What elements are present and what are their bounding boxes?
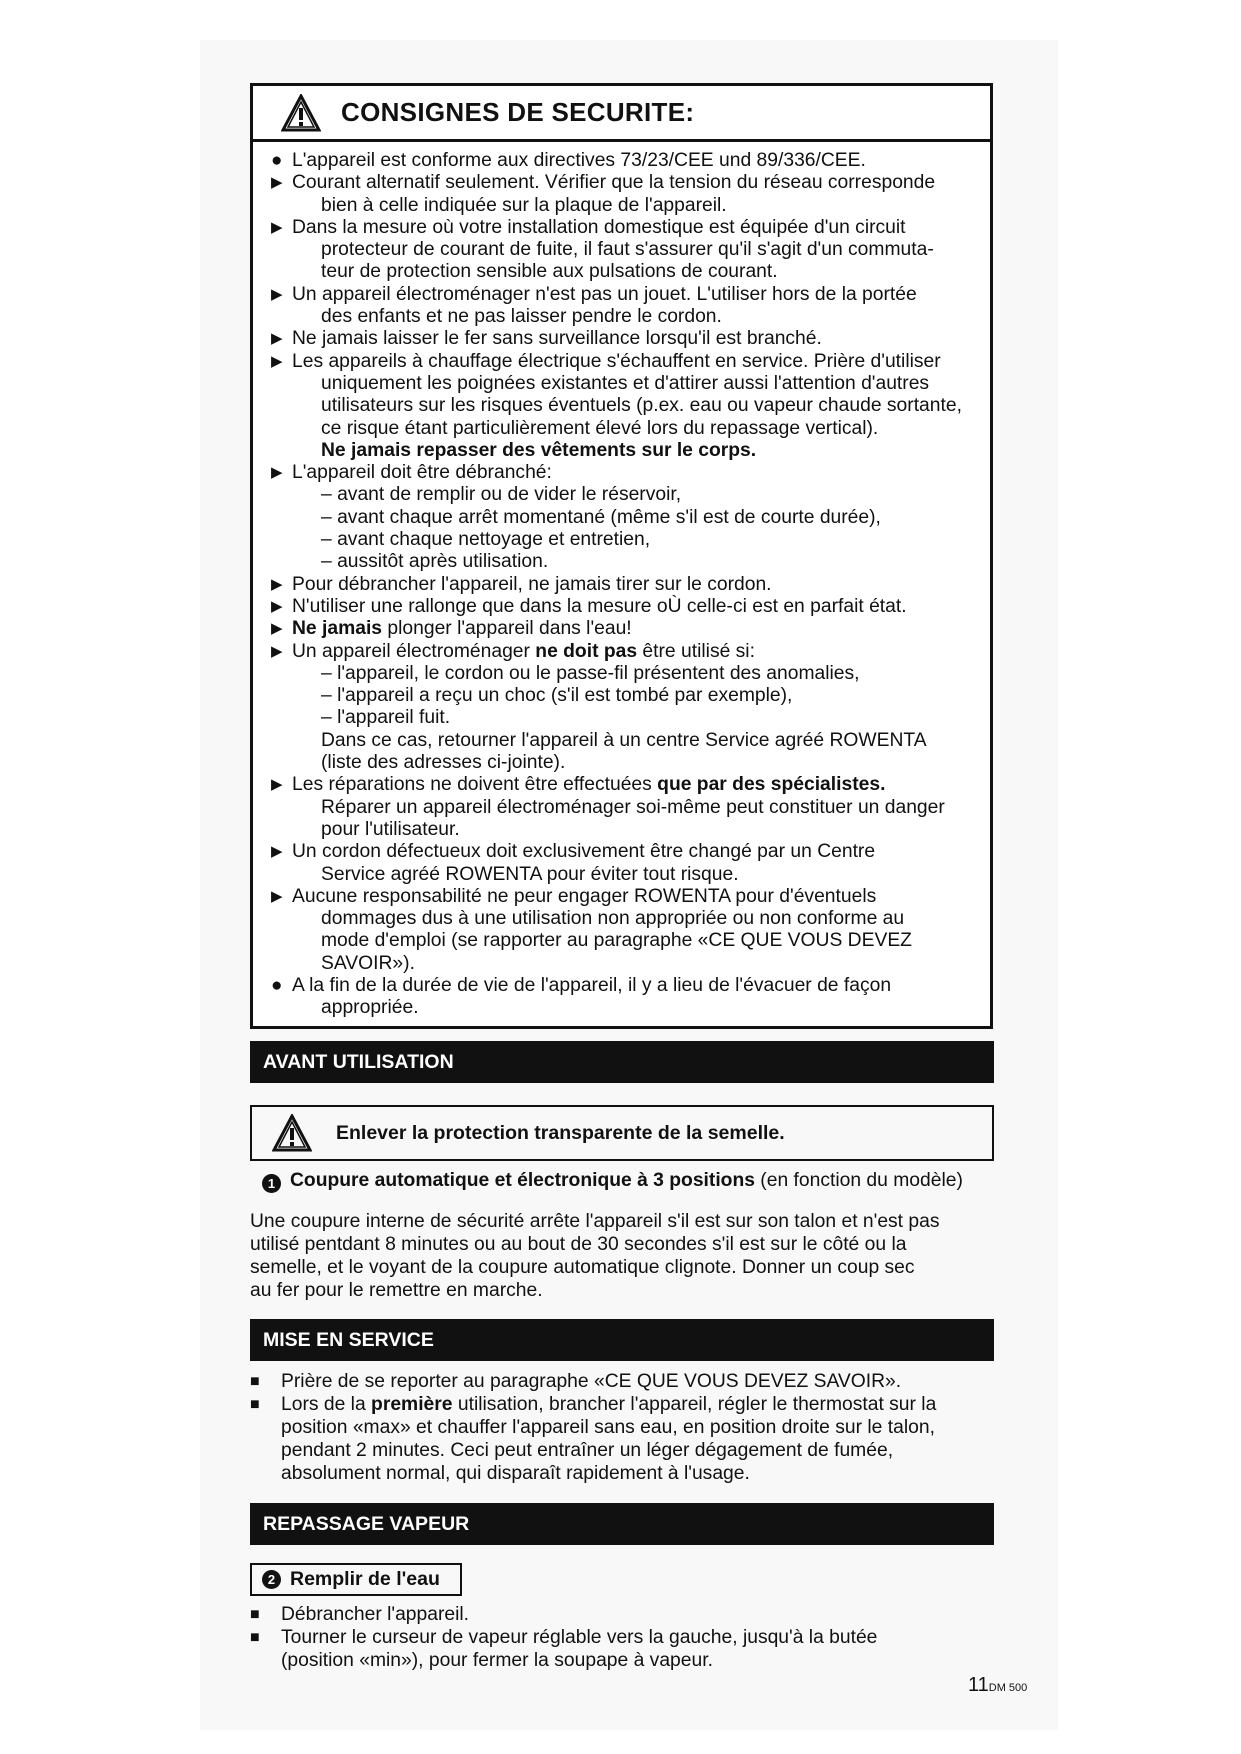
- list-item-line: Tourner le curseur de vapeur réglable vers la gauche, jusqu'à la butée: [281, 1627, 878, 1648]
- safety-item: [271, 328, 970, 350]
- number-badge: 2: [262, 1570, 281, 1589]
- safety-line: – l'appareil, le cordon ou le passe-fil présentent des anomalies,: [321, 662, 860, 684]
- safety-item-text: [292, 886, 970, 975]
- list-item-emphasis: première: [371, 1394, 453, 1415]
- warning-triangle-icon: [281, 94, 321, 132]
- list-item-line: (position «min»), pour fermer la soupape à vapeur.: [281, 1650, 713, 1671]
- bullet-arrow-icon: ▶: [271, 776, 283, 794]
- list-item-text: Débrancher l'appareil.: [281, 1604, 470, 1625]
- safety-line: Aucune responsabilité ne peur engager ROWENTA pour d'éventuels: [292, 885, 877, 907]
- safety-line: Pour débrancher l'appareil, ne jamais tirer sur le cordon.: [292, 573, 772, 595]
- safety-item: [271, 841, 970, 886]
- section-heading-mise: MISE EN SERVICE: [250, 1319, 994, 1361]
- bullet-arrow-icon: ▶: [271, 464, 283, 482]
- bullet-arrow-icon: ▶: [271, 642, 283, 660]
- list-item: [250, 1393, 994, 1485]
- safety-line: Un appareil électroménager: [292, 640, 536, 662]
- cutoff-title: Coupure automatique et électronique à 3 positions: [290, 1170, 755, 1191]
- section-heading-repassage: REPASSAGE VAPEUR: [250, 1503, 994, 1545]
- square-bullet-icon: ■: [250, 1396, 260, 1413]
- safety-header: [253, 86, 990, 142]
- list-item-text: Lors de la: [281, 1394, 372, 1415]
- bullet-arrow-icon: ▶: [271, 330, 283, 348]
- paragraph-line: au fer pour le remettre en marche.: [250, 1280, 543, 1301]
- bullet-arrow-icon: ▶: [271, 620, 283, 638]
- bullet-dot-icon: ●: [271, 974, 283, 996]
- safety-item: [271, 975, 970, 1020]
- safety-line: Service agréé ROWENTA pour éviter tout risque.: [321, 863, 739, 885]
- warning-text: Enlever la protection transparente de la semelle.: [336, 1121, 785, 1144]
- safety-line: – l'appareil a reçu un choc (s'il est tombé par exemple),: [321, 685, 793, 707]
- safety-item-text: [292, 641, 970, 775]
- safety-line: N'utiliser une rallonge que dans la mesure oÙ celle-ci est en parfait état.: [292, 595, 907, 617]
- safety-item: [271, 217, 970, 284]
- safety-item-text: [292, 462, 970, 573]
- safety-emphasis: Ne jamais: [292, 618, 383, 640]
- bullet-arrow-icon: ▶: [271, 843, 283, 861]
- safety-item: [271, 351, 970, 462]
- list-item-line: pendant 2 minutes. Ceci peut entraîner un léger dégagement de fumée,: [281, 1440, 894, 1461]
- safety-line: ce risque étant particulièrement élevé lors du repassage vertical).: [321, 417, 879, 439]
- warning-box: [250, 1105, 994, 1161]
- list-item-text: utilisation, brancher l'appareil, régler le thermostat sur la: [452, 1394, 937, 1415]
- safety-line: Ne jamais laisser le fer sans surveillance lorsqu'il est branché.: [292, 328, 822, 350]
- cutoff-heading: [262, 1170, 963, 1193]
- list-item: [250, 1626, 994, 1672]
- safety-list: [253, 142, 990, 1020]
- safety-line: L'appareil est conforme aux directives 73/23/CEE und 89/336/CEE.: [292, 150, 866, 171]
- paragraph-line: utilisé pentdant 8 minutes ou au bout de 30 secondes s'il est sur le côté ou la: [250, 1234, 907, 1255]
- number-badge: 1: [262, 1174, 281, 1193]
- bullet-arrow-icon: ▶: [271, 218, 283, 236]
- bullet-arrow-icon: ▶: [271, 174, 283, 192]
- bullet-arrow-icon: ▶: [271, 887, 283, 905]
- safety-item: [271, 150, 970, 172]
- safety-line: [292, 618, 970, 640]
- list-item: [250, 1370, 994, 1393]
- safety-item-text: [292, 975, 970, 1020]
- safety-emphasis: ne doit pas: [535, 640, 638, 662]
- safety-item-text: [292, 284, 970, 329]
- safety-line: uniquement les poignées existantes et d'attirer aussi l'attention d'autres: [321, 372, 930, 394]
- bullet-arrow-icon: ▶: [271, 597, 283, 615]
- fill-water-label-box: [250, 1563, 462, 1596]
- fill-water-label: Remplir de l'eau: [290, 1568, 440, 1590]
- safety-line: – avant chaque nettoyage et entretien,: [321, 529, 651, 551]
- safety-item: [271, 596, 970, 618]
- paragraph-line: Une coupure interne de sécurité arrête l'appareil s'il est sur son talon et n'est pas: [250, 1211, 940, 1232]
- safety-item: [271, 618, 970, 640]
- safety-emphasis: que par des spécialistes.: [657, 774, 886, 796]
- safety-line: Un appareil électroménager n'est pas un jouet. L'utiliser hors de la portée: [292, 283, 917, 305]
- square-bullet-icon: ■: [250, 1629, 260, 1646]
- safety-line: appropriée.: [321, 997, 419, 1019]
- safety-line: dommages dus à une utilisation non appropriée ou non conforme au: [321, 908, 905, 930]
- safety-line: L'appareil doit être débranché:: [292, 462, 552, 484]
- bullet-arrow-icon: ▶: [271, 285, 283, 303]
- safety-item-text: [292, 150, 970, 172]
- cutoff-note: (en fonction du modèle): [754, 1170, 963, 1191]
- safety-item: [271, 284, 970, 329]
- safety-line: pour l'utilisateur.: [321, 818, 460, 840]
- safety-line: protecteur de courant de fuite, il faut s'assurer qu'il s'agit d'un commuta-: [321, 239, 934, 261]
- safety-item-text: [292, 774, 970, 841]
- safety-line: Réparer un appareil électroménager soi-même peut constituer un danger: [321, 796, 945, 818]
- safety-item-text: [292, 217, 970, 284]
- safety-line: plonger l'appareil dans l'eau!: [382, 618, 632, 640]
- repassage-list: [250, 1603, 994, 1672]
- safety-box: [250, 83, 993, 1029]
- safety-line: (liste des adresses ci-jointe).: [321, 752, 566, 774]
- page-number: [968, 1674, 1027, 1697]
- safety-item: [271, 641, 970, 775]
- safety-line: – avant de remplir ou de vider le réservoir,: [321, 484, 682, 506]
- safety-line: teur de protection sensible aux pulsations de courant.: [321, 261, 778, 283]
- safety-item: [271, 574, 970, 596]
- safety-item: [271, 774, 970, 841]
- bullet-arrow-icon: ▶: [271, 352, 283, 370]
- section-heading-avant: AVANT UTILISATION: [250, 1041, 994, 1083]
- safety-item-text: [292, 618, 970, 640]
- square-bullet-icon: ■: [250, 1373, 260, 1390]
- cutoff-paragraph: [250, 1210, 994, 1302]
- safety-line: Les réparations ne doivent être effectuées: [292, 774, 658, 796]
- list-item-line: absolument normal, qui disparaît rapidement à l'usage.: [281, 1463, 750, 1484]
- list-item-line: position «max» et chauffer l'appareil sans eau, en position droite sur le talon,: [281, 1417, 935, 1438]
- safety-line: Les appareils à chauffage électrique s'échauffent en service. Prière d'utiliser: [292, 350, 941, 372]
- safety-warning-line: Ne jamais repasser des vêtements sur le corps.: [321, 439, 757, 461]
- safety-line: Dans la mesure où votre installation domestique est équipée d'un circuit: [292, 216, 906, 238]
- safety-line: être utilisé si:: [637, 640, 755, 662]
- page-number-value: 11: [968, 1674, 989, 1696]
- safety-line: Dans ce cas, retourner l'appareil à un centre Service agréé ROWENTA: [321, 729, 927, 751]
- safety-line: – l'appareil fuit.: [321, 707, 451, 729]
- safety-line: Un cordon défectueux doit exclusivement être changé par un Centre: [292, 841, 876, 863]
- list-item-text: Prière de se reporter au paragraphe «CE QUE VOUS DEVEZ SAVOIR».: [281, 1371, 902, 1392]
- safety-line: des enfants et ne pas laisser pendre le cordon.: [321, 306, 722, 328]
- paragraph-line: semelle, et le voyant de la coupure automatique clignote. Donner un coup sec: [250, 1257, 915, 1278]
- safety-item-text: [292, 351, 970, 462]
- safety-item: [271, 886, 970, 975]
- square-bullet-icon: ■: [250, 1606, 260, 1623]
- safety-line: utilisateurs sur les risques éventuels (p.ex. eau ou vapeur chaude sortante,: [321, 395, 962, 417]
- model-code: DM 500: [988, 1682, 1028, 1694]
- safety-item-text: [292, 574, 970, 596]
- safety-item-text: [292, 841, 970, 886]
- safety-item: [271, 172, 970, 217]
- list-item: [250, 1603, 994, 1626]
- bullet-arrow-icon: ▶: [271, 575, 283, 593]
- mise-list: [250, 1370, 994, 1485]
- safety-line: A la fin de la durée de vie de l'appareil, il y a lieu de l'évacuer de façon: [292, 974, 892, 996]
- safety-line: SAVOIR»).: [321, 952, 415, 974]
- safety-line: – aussitôt après utilisation.: [321, 551, 549, 573]
- safety-item-text: [292, 172, 970, 217]
- warning-triangle-icon: [272, 1114, 312, 1152]
- safety-item-text: [292, 596, 970, 618]
- safety-title: CONSIGNES DE SECURITE:: [341, 97, 695, 127]
- safety-item: [271, 462, 970, 573]
- safety-item-text: [292, 328, 970, 350]
- bullet-dot-icon: ●: [271, 150, 283, 171]
- safety-line: bien à celle indiquée sur la plaque de l'appareil.: [321, 194, 727, 216]
- safety-line: – avant chaque arrêt momentané (même s'il est de courte durée),: [321, 506, 881, 528]
- safety-line: mode d'emploi (se rapporter au paragraphe «CE QUE VOUS DEVEZ: [321, 930, 912, 952]
- safety-line: Courant alternatif seulement. Vérifier que la tension du réseau corresponde: [292, 172, 936, 194]
